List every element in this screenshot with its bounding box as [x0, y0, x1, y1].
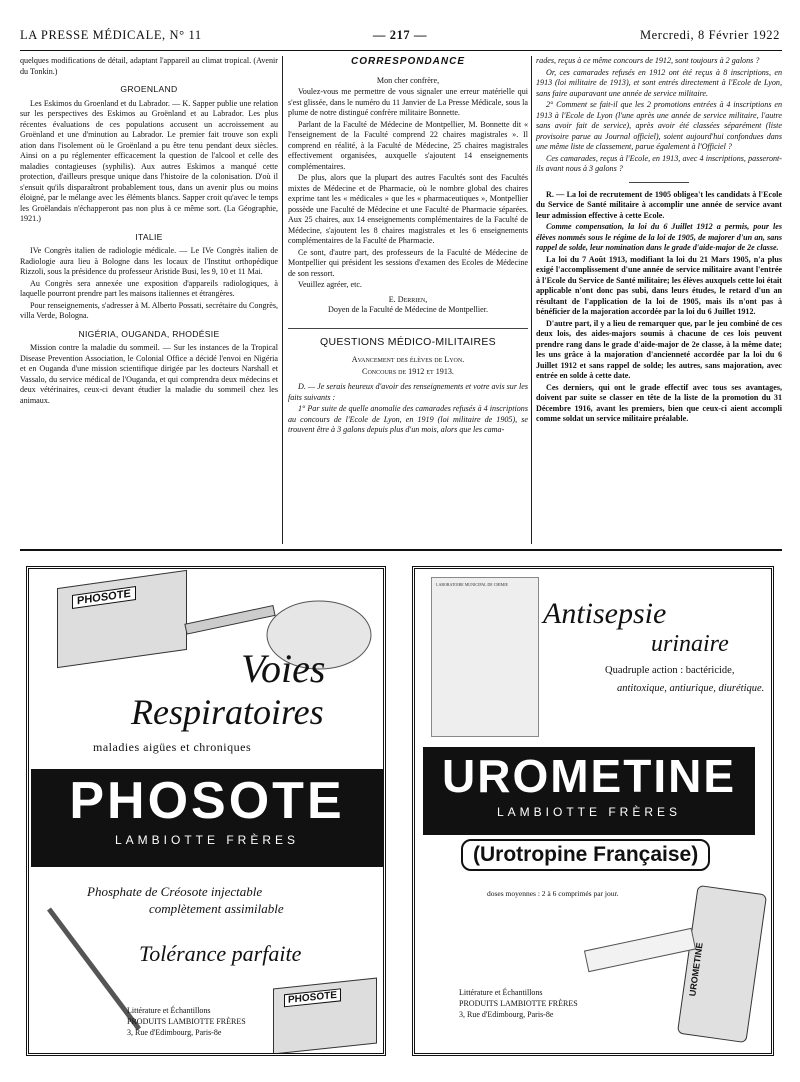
voies-heading: Voies: [241, 646, 326, 691]
section-title-italie: ITALIE: [135, 231, 163, 242]
phosote-box-label: PHOSOTE: [72, 586, 136, 609]
nigeria-text: Mission contre la maladie du sommeil. — Sur les instances de la Tropical Disease Prevention Association, le Colonial Office a décidé l'envoi en Nigéria et en Ouganda d'une mission scientifique dirigée par les docteurs Narshall et Vassalo, du service médical de l'Ouganda, et qui comprendra deux médecins et deux vétérinaires, ceux-ci devant étudier la maladie du sommeil chez les animaux.: [20, 343, 278, 405]
page-number: — 217 —: [372, 28, 428, 42]
groenland-text: Les Eskimos du Groenland et du Labrador. — K. Sapper publie une relation sur les perspectives des Eskimos au Groënland et au Labrador. Les plus récentes évaluations de ces populations accusent un accroissement au Groënland et une d'minution au Labrador. Le premier fait trouve son expli ation dans l'isolement où le Groënland a pu être tenu pendant deux siècles. Ainsi on a pu réglementer efficacement la question de l'alcool et celle des maladies contagieuses (syphilis). Aux autres Eskimos a manqué cette protection, d'ailleurs presque unique dans l'histoire de la colonisation. D'où il s'ensuit qu'ils disparaîtront probablement tous, dans un avenir plus ou moins éloigné, par le mélange avec les éléments blancs. Sapper croit qu'avec le temps les Groëlandais n'échapperont pas non plus à ce même sort. (La Géographie, 1921.): [20, 98, 278, 223]
correspondance-title: CORRESPONDANCE: [350, 56, 465, 67]
col3-paragraph-7: La loi du 7 Août 1913, modifiant la loi du 21 Mars 1905, n'a plus exigé l'accomplissement d'une année de service militaire avant l'entrée à l'Ecole du Service de Santé militaire; les élèves auxquels cette loi était applicable n'ont donc pas subi, dans leurs études, le retard d'un an résultant de l'application de la loi de 1905, mais ils n'ont pas à bénéficier de la majoration accordée par la loi du 6 Juillet 1912.: [536, 254, 782, 316]
divider: [629, 182, 689, 183]
tablet-strip-image: [584, 928, 696, 972]
col3-paragraph-9: Ces derniers, qui ont le grade effectif avec tous ses avantages, doivent par suite se classer en tête de la liste de la promotion du 31 Décembre 1916, avant les premiers, bien que ceux-ci aient accompli comme soldat un service militaire préalable.: [536, 382, 782, 423]
urinaire-heading: urinaire: [651, 631, 729, 657]
laboratory-certificate-image: [431, 577, 539, 737]
antisepsie-heading: Antisepsie: [543, 597, 667, 630]
dosage-text: doses moyennes : 2 à 6 comprimés par jour.: [487, 889, 619, 898]
phosote-lit-line-1: Littérature et Échantillons: [127, 1006, 211, 1015]
col3-paragraph-8: D'autre part, il y a lieu de remarquer que, par le jeu combiné de ces deux lois, des aides-majors soumis à chacune de ces lois peuvent prendre rang dans le grade d'aide-major de 2e classe, à la même date; les uns grâce à la majoration d'ancienneté accordée par la loi du 6 Juillet 1912 et sans rappel de solde; les autres, sans majoration, avec entrée en solde à cette date.: [536, 318, 782, 380]
column-divider-2: [531, 56, 532, 544]
questions-title: QUESTIONS MÉDICO-MILITAIRES: [288, 328, 528, 348]
issue-date: Mercredi, 8 Février 1922: [639, 28, 780, 42]
italie-paragraph-2: Au Congrès sera annexée une exposition d'appareils radiologiques, à laquelle pourront prendre part les maisons italiennes et étrangères.: [20, 278, 278, 298]
column-1: [20, 56, 278, 407]
signature-title: Doyen de la Faculté de Médecine de Montpellier.: [327, 305, 489, 314]
urometine-tube-label: UROMETINE: [687, 942, 705, 997]
correspondance-paragraph-3: De plus, alors que la plupart des autres Facultés sont des Facultés mixtes de Médecine et de Pharmacie, où le nombre global des chaires exprime tant les « médicales » que les « pharmaceutiques », Montpellier possède une Faculté de Médecine et une Faculté de Pharmacie séparées. Aux 25 chaires, aux 14 enseignements complémentaires de la Faculté de Médecine, s'ajoutent les 8 chaires magistrales et les 6 enseignements complémentaires de la Faculté de Pharmacie.: [288, 173, 528, 245]
page-header: [20, 28, 780, 48]
section-title-groenland: GROENLAND: [120, 84, 178, 94]
header-rule: [20, 50, 782, 51]
phosote-box-image-2: [273, 978, 377, 1055]
journal-title: LA PRESSE MÉDICALE, N° 11: [20, 28, 202, 42]
phosote-box-image: [57, 570, 187, 668]
col3-paragraph-1: rades, reçus à ce même concours de 1912, sont toujours à 2 galons ?: [536, 56, 760, 65]
phosote-maker: LAMBIOTTE FRÈRES: [114, 833, 300, 847]
urometine-advertisement: [412, 566, 774, 1056]
quadruple-action-line-2: antitoxique, antiurique, diurétique.: [617, 683, 765, 694]
urometine-lit-line-2: PRODUITS LAMBIOTTE FRÈRES: [459, 999, 578, 1008]
salutation: Mon cher confrère,: [376, 75, 440, 85]
col3-paragraph-5: R. — La loi de recrutement de 1905 obligea't les candidats à l'Ecole du Service de Santé militaire à accomplir une année de service avant leur admission effective à cette Ecole.: [536, 189, 782, 220]
urometine-lit-line-1: Littérature et Échantillons: [459, 988, 543, 997]
intro-text: quelques modifications de détail, adaptant l'appareil au climat tropical. (Avenir du Tonkin.): [20, 56, 278, 76]
questions-paragraph-2: 1° Par suite de quelle anomalie des camarades refusés à 4 inscriptions au concours de l'Ecole de Lyon, en 1919 (loi militaire de 1905), se trouvent être à 3 galons depuis plus d'un mois, alors que les cama-: [288, 404, 528, 434]
urometine-contact: [459, 987, 578, 1020]
signature: [288, 295, 528, 316]
phosote-description-2: complètement assimilable: [149, 901, 284, 916]
correspondance-paragraph-1: Voulez-vous me permettre de vous signaler une erreur matérielle qui s'est glissée, dans le numéro du 11 Janvier de La Presse Médicale, sous la plume de notre distingué confrère militaire Bonnette.: [288, 87, 528, 117]
col3-paragraph-4: Ces camarades, reçus à l'Ecole, en 1913, avec 4 inscriptions, passeront-ils avant nous à 3 galons ?: [536, 153, 782, 173]
phosote-description-1: Phosphate de Créosote injectable: [87, 884, 263, 899]
col3-paragraph-6: Comme compensation, la loi du 6 Juillet 1912 a permis, pour les élèves nommés sous le régime de la loi de 1905, de majorer d'un an, sans rappel de solde, leur nomination dans le grade d'aide-major de 2e classe.: [536, 222, 782, 252]
col3-paragraph-3: 2° Comment se fait-il que les 2 promotions entrées à 4 inscriptions en 1913 à l'Ecole de Lyon (l'une après une année de service militaire, l'autre sans avoir fait de service), après avoir été classées séparément (liste provisoire parue au Journal officiel), soient aujourd'hui confondues dans une même liste de classement, parue également à l'Officiel ?: [536, 100, 782, 151]
phosote-lit-line-2: PRODUITS LAMBIOTTE FRÈRES: [127, 1017, 246, 1026]
questions-subtitle-1: Avancement des élèves de Lyon.: [351, 355, 465, 364]
phosote-contact: [127, 1005, 246, 1038]
questions-paragraph-1: D. — Je serais heureux d'avoir des renseignements et votre avis sur les faits suivants :: [288, 382, 528, 402]
quadruple-action-line-1: Quadruple action : bactéricide,: [605, 665, 735, 676]
signature-name: E. Derrien,: [388, 294, 428, 304]
tolerance-heading: Tolérance parfaite: [139, 941, 302, 966]
respiratoires-heading: Respiratoires: [131, 692, 324, 732]
phosote-brand: PHOSOTE: [69, 772, 345, 830]
urometine-lit-line-3: 3, Rue d'Edimbourg, Paris-8e: [459, 1010, 554, 1019]
phosote-box2-label: PHOSOTE: [284, 988, 341, 1007]
italie-paragraph-1: IVe Congrès italien de radiologie médicale. — Le IVe Congrès italien de Radiologie aura lieu à Bologne dans les locaux de l'Institut orthopédique Rizzoli, sous la présidence du professeur Aristide Busi, les 9, 10 et 11 Mai.: [20, 246, 278, 276]
urotropine-label: (Urotropine Française): [461, 839, 710, 871]
lab-certificate-title: LABORATOIRE MUNICIPAL DE CHIMIE: [436, 582, 508, 587]
urometine-tube-image: [677, 885, 767, 1043]
correspondance-paragraph-5: Veuillez agréer, etc.: [298, 280, 362, 289]
urometine-banner: [423, 747, 755, 835]
column-divider-1: [282, 56, 283, 544]
column-2: [288, 56, 528, 437]
questions-subtitle-2: Concours de 1912 et 1913.: [362, 366, 454, 376]
phosote-lit-line-3: 3, Rue d'Edimbourg, Paris-8e: [127, 1028, 222, 1037]
section-title-nigeria: NIGÉRIA, OUGANDA, RHODÉSIE: [78, 328, 220, 339]
phosote-advertisement: [26, 566, 386, 1056]
maladies-text: maladies aigües et chroniques: [93, 740, 252, 754]
italie-paragraph-3: Pour renseignements, s'adresser à M. Alberto Possati, secrétaire du Congrès, villa Verde, Bologna.: [20, 300, 278, 320]
ad-separator-rule: [20, 549, 782, 551]
correspondance-paragraph-4: Ce sont, d'autre part, des professeurs de la Faculté de Médecine de Montpellier qui président les sessions d'examen des Ecoles de Médecine de son ressort.: [288, 247, 528, 278]
correspondance-paragraph-2: Parlant de la Faculté de Médecine de Montpellier, M. Bonnette dit « l'enseignement de la Faculté comprend 22 chaires magistrales ». Il comprend en réalité, à la Faculté de Médecine, 25 chaires magistrales effectivement organisées, auxquelle s'ajoutent 14 enseignements complémentaires.: [288, 119, 528, 171]
urometine-maker: LAMBIOTTE FRÈRES: [496, 805, 682, 819]
col3-paragraph-2: Or, ces camarades refusés en 1912 ont été reçus à 8 inscriptions, en 1913 (loi militaire de 1913), et sont entrés directement à l'Ecole de Lyon, sans faire auparavant une année de service militaire.: [536, 67, 782, 98]
column-3: [536, 56, 782, 426]
urometine-brand: UROMETINE: [442, 750, 736, 802]
phosote-banner: [31, 769, 383, 867]
